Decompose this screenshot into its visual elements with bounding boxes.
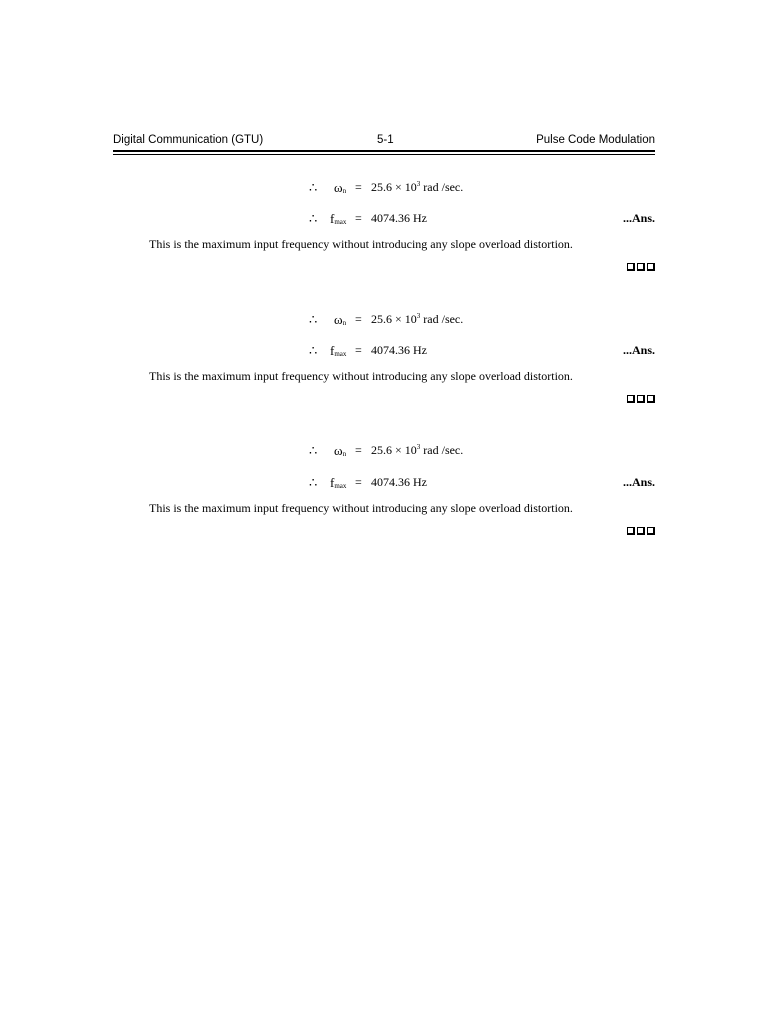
therefore-symbol: ∴: [309, 343, 318, 358]
equation-omega: [0, 312, 768, 328]
omega-value: $25.6 \times 10^3$ rad /sec.: [371, 312, 464, 326]
equals-sign: =: [355, 475, 362, 489]
header-page-number: 5-1: [377, 134, 394, 146]
solution-block-2: [0, 310, 768, 410]
header-chapter-title: Pulse Code Modulation: [536, 134, 655, 146]
therefore-symbol: ∴: [309, 443, 318, 458]
fmax-variable: $f_{max}$: [330, 343, 347, 358]
solution-block-3: [0, 441, 768, 541]
omega-variable: $\omega_n$: [334, 312, 347, 327]
omega-value: $25.6 \times 10^3$ rad /sec.: [371, 180, 464, 194]
page-header: [113, 133, 655, 151]
fmax-variable: $f_{max}$: [330, 211, 347, 226]
equation-fmax: [0, 475, 768, 491]
answer-label: ...Ans.: [622, 211, 655, 225]
equals-sign: =: [355, 312, 362, 326]
fmax-value: 4074.36 Hz: [371, 343, 427, 357]
fmax-variable: $f_{max}$: [330, 475, 347, 490]
omega-value: $25.6 \times 10^3$ rad /sec.: [371, 443, 464, 457]
explanation-text: This is the maximum input frequency without introducing any slope overload distortion.: [149, 501, 573, 515]
fmax-value: 4074.36 Hz: [371, 475, 427, 489]
equals-sign: =: [355, 343, 362, 357]
solution-block-1: [0, 178, 768, 278]
equals-sign: =: [355, 211, 362, 225]
therefore-symbol: ∴: [309, 475, 318, 490]
therefore-symbol: ∴: [309, 312, 318, 327]
equals-sign: =: [355, 443, 362, 457]
header-rule-thick: [113, 150, 655, 152]
explanation-text: This is the maximum input frequency without introducing any slope overload distortion.: [149, 237, 573, 251]
equation-omega: [0, 443, 768, 459]
equation-fmax: [0, 211, 768, 227]
therefore-symbol: ∴: [309, 211, 318, 226]
answer-label: ...Ans.: [622, 475, 655, 489]
explanation-text: This is the maximum input frequency without introducing any slope overload distortion.: [149, 369, 573, 383]
end-of-section-boxes: [627, 527, 655, 535]
end-of-section-boxes: [627, 395, 655, 403]
equation-fmax: [0, 343, 768, 359]
end-of-section-boxes: [627, 263, 655, 271]
header-book-title: Digital Communication (GTU): [113, 134, 264, 146]
omega-variable: $\omega_n$: [334, 443, 347, 458]
therefore-symbol: ∴: [309, 180, 318, 195]
fmax-value: 4074.36 Hz: [371, 211, 427, 225]
equals-sign: =: [355, 180, 362, 194]
omega-variable: $\omega_n$: [334, 180, 347, 195]
equation-omega: [0, 180, 768, 196]
header-rule-thin: [113, 154, 655, 155]
answer-label: ...Ans.: [622, 343, 655, 357]
